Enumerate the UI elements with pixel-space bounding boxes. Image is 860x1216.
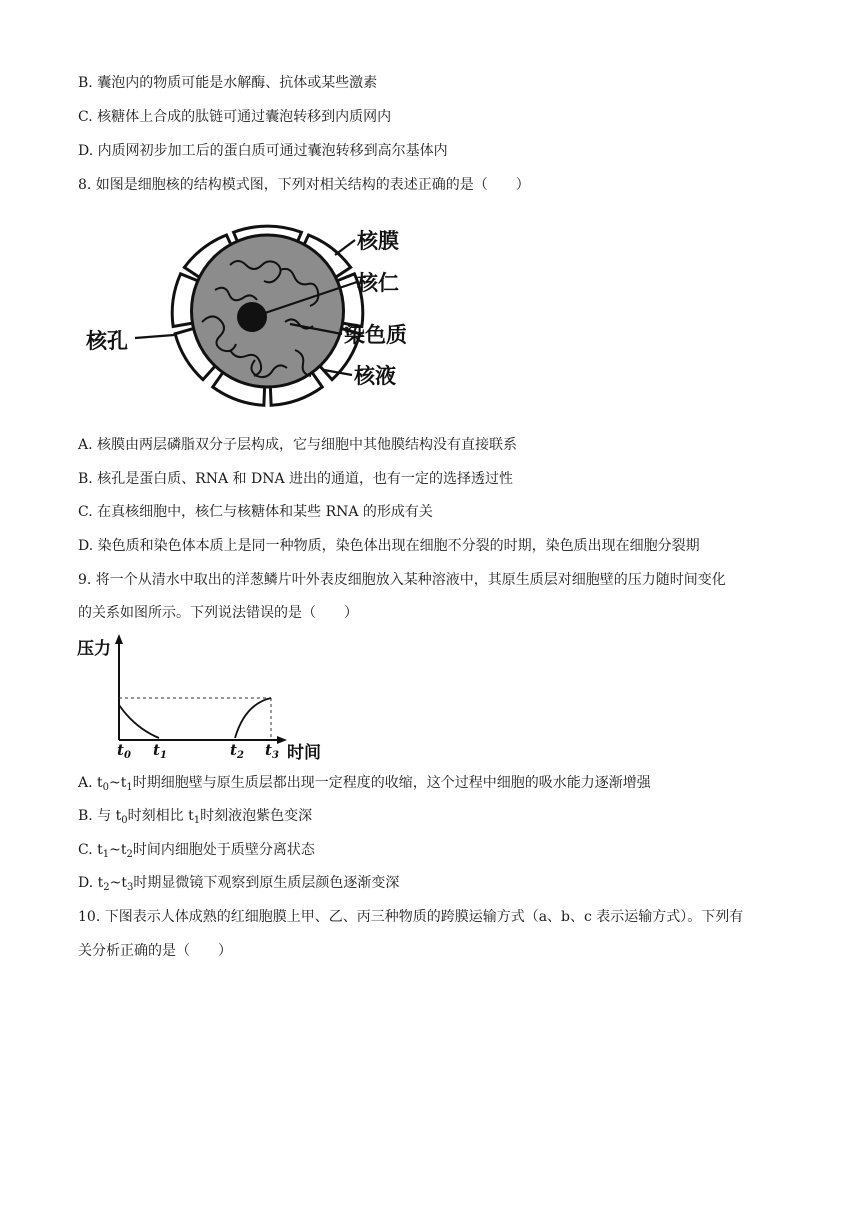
decline-curve [119,705,159,738]
nucleolus-dot [237,302,267,332]
q8-stem: 8. 如图是细胞核的结构模式图，下列对相关结构的表述正确的是（ ） [78,177,530,193]
tick-t1: t [153,741,160,759]
tick-t2: t [230,741,237,759]
q10-stem-line2: 关分析正确的是（ ） [78,943,232,959]
q9-option-c: C. $t_1\sim t_2$时间内细胞处于质壁分离状态 [78,842,315,860]
tick-t3: t [265,741,272,759]
q9-option-d: D. $t_2\sim t_3$时期显微镜下观察到原生质层颜色逐渐变深 [78,875,400,893]
q9-option-b: B. 与 $t_0$时刻相比 $t_1$时刻液泡紫色变深 [78,808,313,826]
nucleus-structure-diagram [80,210,440,415]
label-nuclear-membrane: 核膜 [357,229,399,253]
pressure-time-graph [75,632,335,762]
q8-option-a: A. 核膜由两层磷脂双分子层构成，它与细胞中其他膜结构没有直接联系 [78,437,518,453]
tick-t1-sub: 1 [159,750,167,761]
q9-stem-line1: 9. 将一个从清水中取出的洋葱鳞片叶外表皮细胞放入某种溶液中，其原生质层对细胞壁的压力随时间变化 [78,572,726,588]
q7-option-d: D. 内质网初步加工后的蛋白质可通过囊泡转移到高尔基体内 [78,143,448,159]
recovery-curve [235,698,271,738]
q8-option-d: D. 染色质和染色体本质上是同一种物质，染色体出现在细胞不分裂的时期，染色质出现在细胞分裂期 [78,538,700,554]
label-nuclear-pore: 核孔 [86,329,128,353]
q7-option-c: C. 核糖体上合成的肽链可通过囊泡转移到内质网内 [78,109,392,125]
x-axis-label: 时间 [287,743,321,762]
tick-t0-sub: 0 [123,750,131,761]
tick-t2-sub: 2 [236,750,244,761]
y-axis-label: 压力 [77,639,111,659]
q10-stem-line1: 10. 下图表示人体成熟的红细胞膜上甲、乙、丙三种物质的跨膜运输方式（a、b、c 表示运输方式）。下列有 [78,909,744,925]
q7-option-b: B. 囊泡内的物质可能是水解酶、抗体或某些激素 [78,75,378,91]
q9-option-a: A. $t_0\sim t_1$时期细胞壁与原生质层都出现一定程度的收缩，这个过程中细胞的吸水能力逐渐增强 [78,775,651,793]
tick-t0: t [117,741,124,759]
label-nucleolus: 核仁 [357,271,399,295]
svg-text:t3 [265,741,279,761]
label-nucleoplasm: 核液 [354,364,396,388]
q8-option-c: C. 在真核细胞中，核仁与核糖体和某些 RNA 的形成有关 [78,504,433,520]
svg-text:t0 [117,741,131,761]
y-axis-arrow [115,634,123,644]
tick-t3-sub: 3 [271,750,279,761]
label-chromatin: 染色质 [344,323,407,347]
svg-text:t2 [230,741,244,761]
q9-stem-line2: 的关系如图所示。下列说法错误的是（ ） [78,605,358,621]
svg-text:t1 [153,741,167,761]
q8-option-b: B. 核孔是蛋白质、RNA 和 DNA 进出的通道，也有一定的选择透过性 [78,471,514,487]
x-axis-arrow [277,736,287,744]
